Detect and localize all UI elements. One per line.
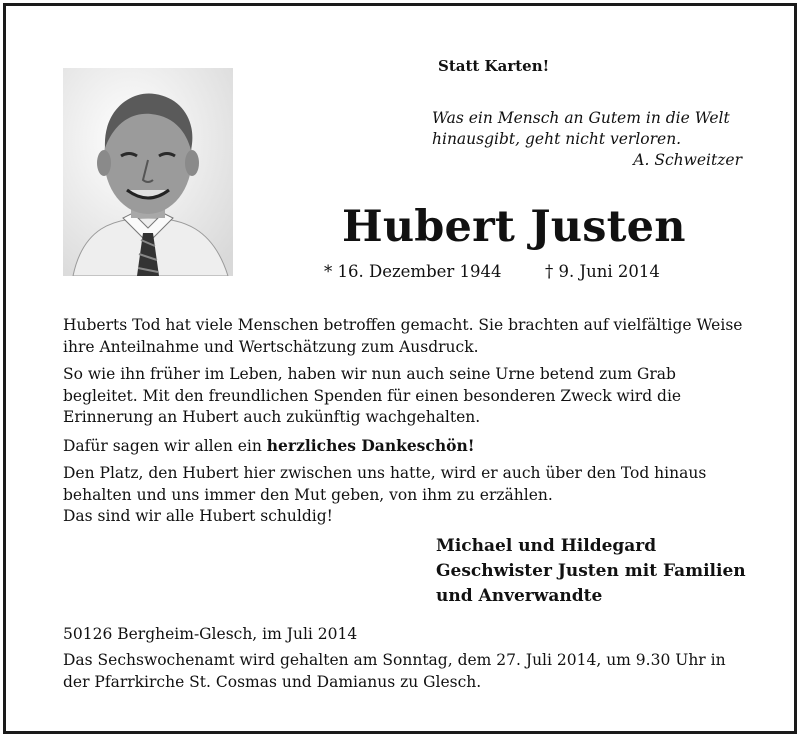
quote-line-1: Was ein Mensch an Gutem in die Welt — [432, 109, 730, 127]
signature-line-1: Michael und Hildegard — [436, 536, 657, 556]
paragraph-3 — [63, 435, 753, 458]
paragraph-2: So wie ihn früher im Leben, haben wir nun auch seine Urne betend zum Grab begleitet. Mit den freundlichen Spenden für einen besonderen Zweck wird die Erinnerung an Hubert auch zukünftig wachgehalten. — [63, 365, 682, 426]
signature-line-2: Geschwister Justen mit Familien — [436, 561, 746, 581]
portrait-photo — [63, 68, 233, 276]
signature-line-3: und Anverwandte — [436, 586, 603, 606]
paragraph-3-text: Dafür sagen wir allen ein — [63, 436, 267, 455]
quote-line-2: hinausgibt, geht nicht verloren. — [432, 130, 682, 148]
birth-date: * 16. Dezember 1944 — [324, 262, 502, 281]
life-dates — [324, 262, 660, 281]
quote-author: A. Schweitzer — [633, 151, 742, 169]
place-date: 50126 Bergheim-Glesch, im Juli 2014 — [63, 625, 358, 643]
signature-block — [436, 534, 746, 609]
heading-statt-karten: Statt Karten! — [438, 57, 550, 75]
paragraph-4-line-2: Das sind wir alle Hubert schuldig! — [63, 507, 333, 525]
quote-block — [432, 108, 744, 171]
paragraph-4-line-1: Den Platz, den Hubert hier zwischen uns hatte, wird er auch über den Tod hinaus behalten und uns immer den Mut geben, von ihm zu erzählen. — [63, 464, 707, 504]
paragraph-1: Huberts Tod hat viele Menschen betroffen gemacht. Sie brachten auf vielfältige Weise ihre Anteilnahme und Wertschätzung zum Ausdruck. — [63, 316, 743, 356]
mass-notice: Das Sechswochenamt wird gehalten am Sonntag, dem 27. Juli 2014, um 9.30 Uhr in der Pfarrkirche St. Cosmas und Damianus zu Glesch. — [63, 651, 726, 691]
paragraph-3-bold: herzliches Dankeschön! — [266, 435, 475, 455]
deceased-name: Hubert Justen — [342, 202, 686, 252]
death-date: † 9. Juni 2014 — [545, 262, 660, 281]
obituary-frame — [3, 3, 797, 734]
message-body — [63, 315, 753, 528]
paragraph-4 — [63, 463, 753, 528]
